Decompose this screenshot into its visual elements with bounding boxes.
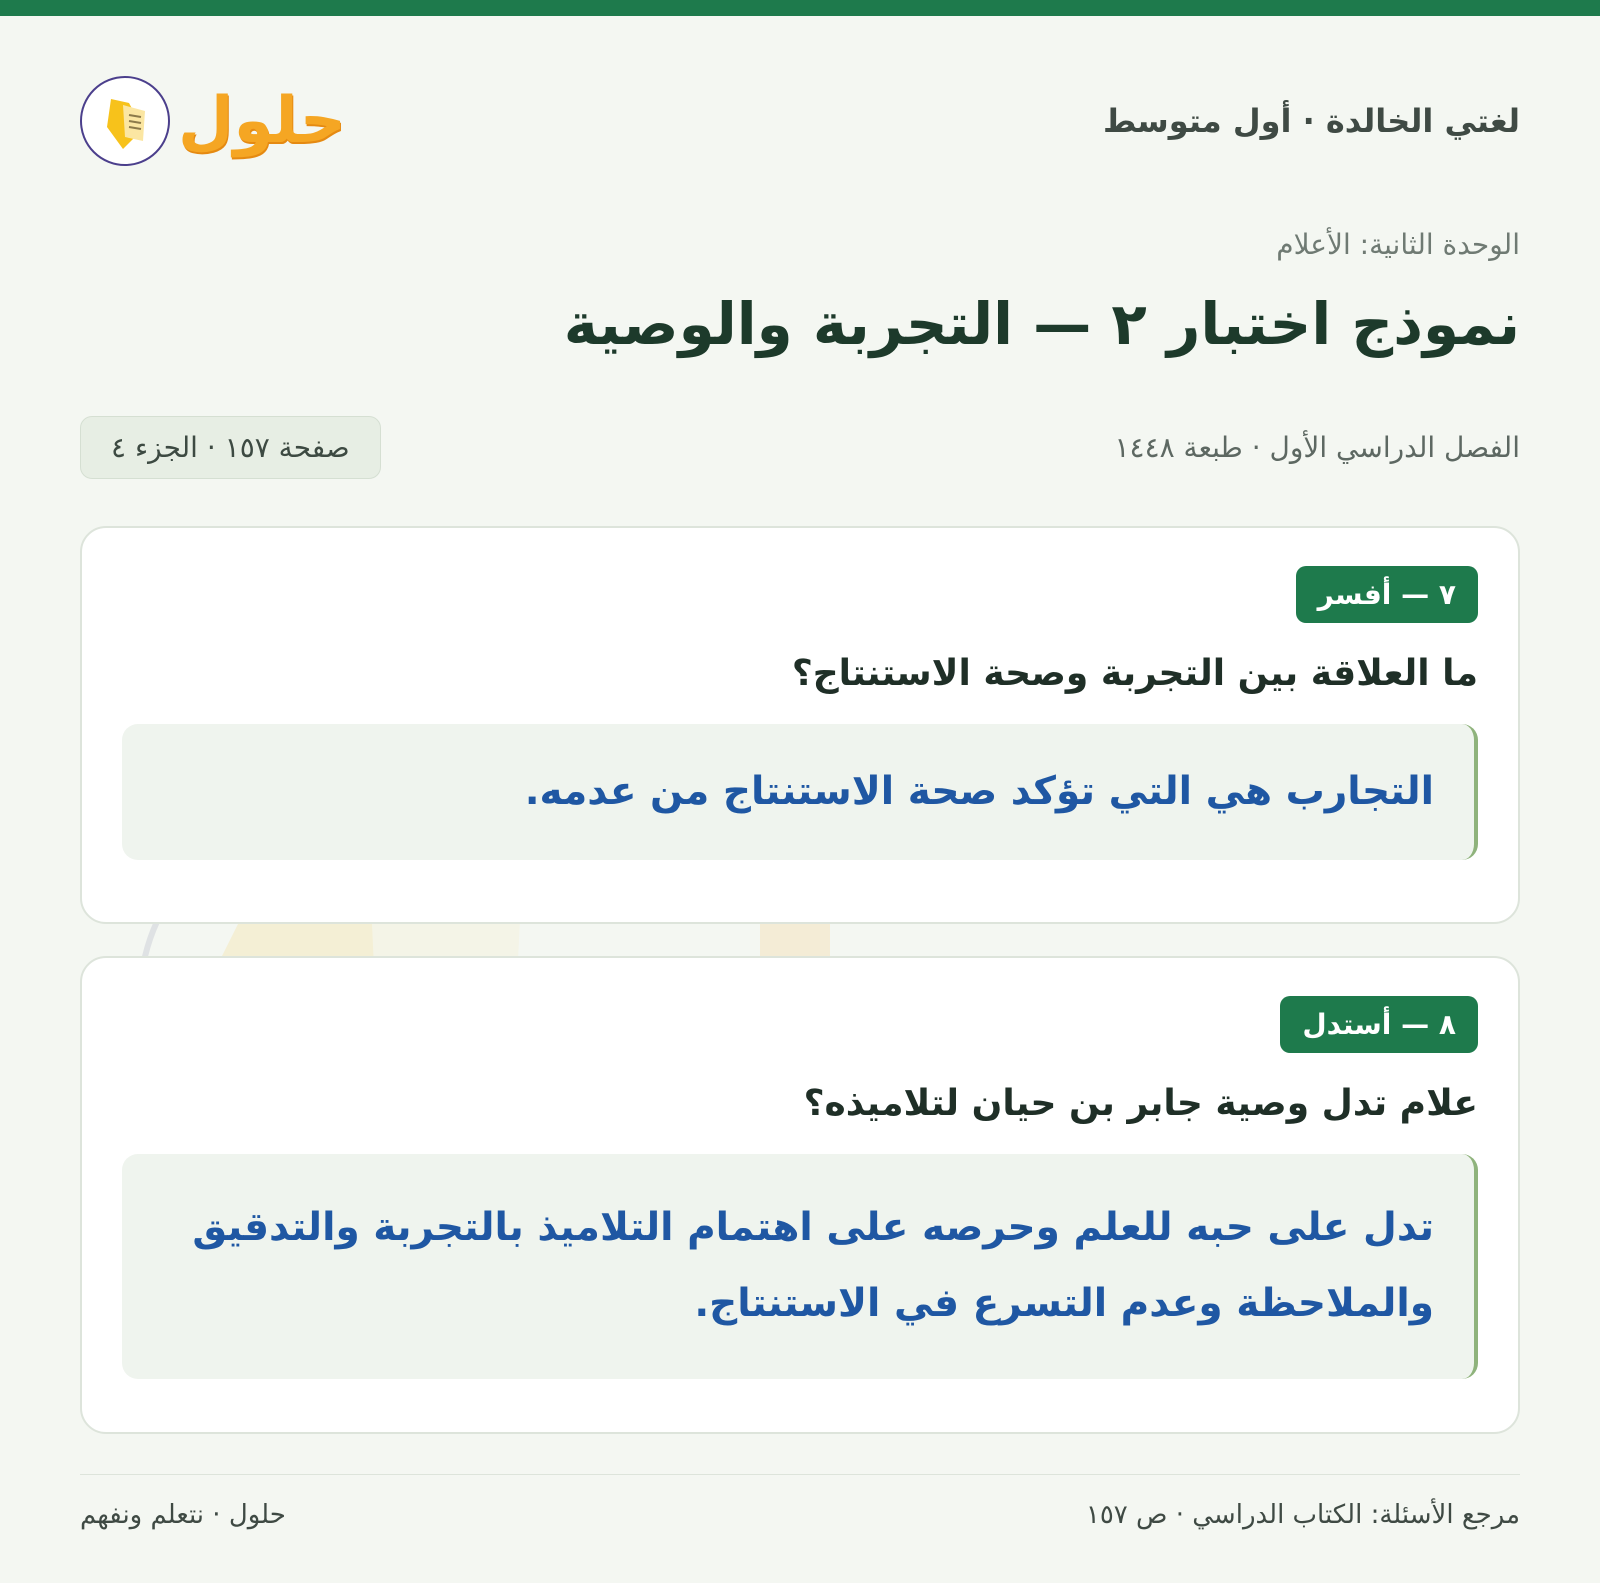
unit-label: الوحدة الثانية: الأعلام (1276, 228, 1520, 261)
footer (80, 1500, 1520, 1530)
footer-brand: حلول · نتعلم ونفهم (80, 1500, 286, 1530)
answer-box: التجارب هي التي تؤكد صحة الاستنتاج من عدمه. (122, 724, 1478, 860)
semester-info: الفصل الدراسي الأول · طبعة ١٤٤٨ (1114, 430, 1520, 464)
footer-reference: مرجع الأسئلة: الكتاب الدراسي · ص ١٥٧ (1085, 1500, 1520, 1530)
header (80, 66, 1520, 176)
question-header (122, 566, 1478, 623)
question-header (122, 996, 1478, 1053)
question-card (80, 956, 1520, 1434)
footer-divider (80, 1474, 1520, 1475)
page-title: نموذج اختبار ٢ — التجربة والوصية (563, 290, 1520, 358)
course-title: لغتي الخالدة · أول متوسط (1103, 102, 1520, 140)
question-text: علام تدل وصية جابر بن حيان لتلاميذه؟ (803, 1083, 1478, 1124)
page-chip: صفحة ١٥٧ · الجزء ٤ (80, 416, 381, 479)
top-accent-bar (0, 0, 1600, 16)
brand-logo[interactable] (80, 76, 346, 166)
question-text: ما العلاقة بين التجربة وصحة الاستنتاج؟ (791, 653, 1478, 694)
question-badge: ٧ — أفسر (1296, 566, 1478, 623)
question-badge: ٨ — أستدل (1280, 996, 1478, 1053)
answer-box: تدل على حبه للعلم وحرصه على اهتمام التلاميذ بالتجربة والتدقيق والملاحظة وعدم التسرع في الاستنتاج. (122, 1154, 1478, 1379)
logo-wordmark: حلول (178, 84, 346, 158)
meta-row (80, 412, 1520, 482)
book-icon (80, 76, 170, 166)
question-card (80, 526, 1520, 924)
